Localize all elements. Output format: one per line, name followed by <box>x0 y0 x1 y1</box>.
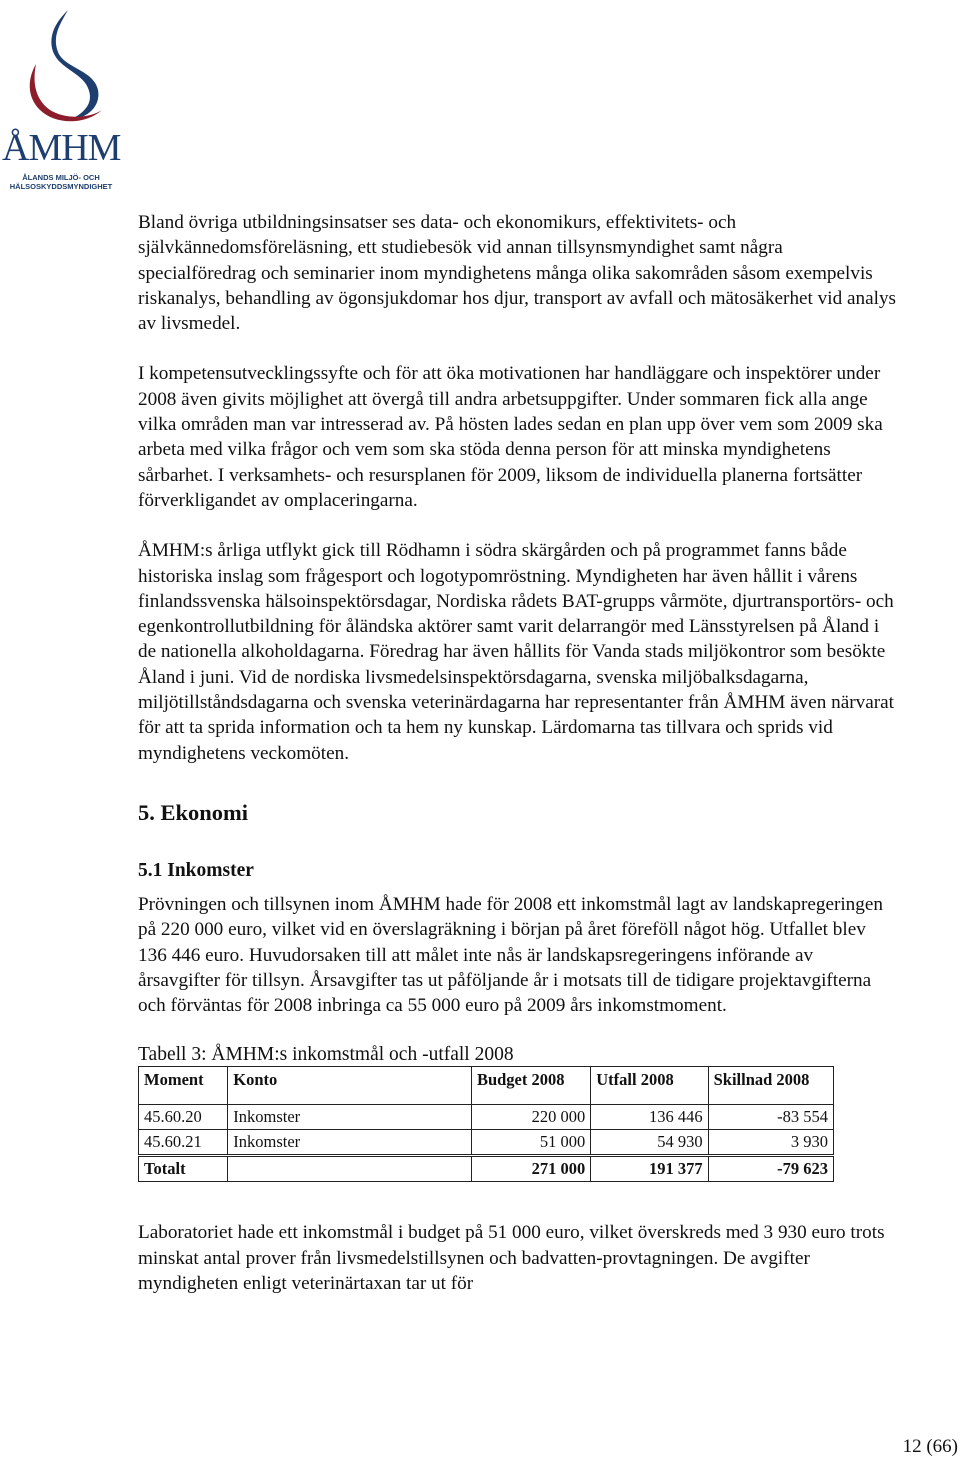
table-row <box>139 1130 834 1156</box>
cell-moment: 45.60.20 <box>139 1105 228 1130</box>
table-total-row <box>139 1156 834 1182</box>
section-heading-economy: 5. Ekonomi <box>138 799 249 825</box>
col-konto-header: Konto <box>228 1067 472 1105</box>
col-budget-header: Budget 2008 <box>471 1067 590 1105</box>
cell-utfall: 54 930 <box>591 1130 708 1156</box>
cell-total-budget: 271 000 <box>471 1156 590 1182</box>
paragraph-laboratory: Laboratoriet hade ett inkomstmål i budget på 51 000 euro, vilket överskreds med 3 930 euro trots minskat antal prover från livsmedelstillsynen och badvatten-provtagningen. De avgifter myndigheten enligt veterinärtaxan tar ut för <box>138 1222 885 1295</box>
paragraph-income: Prövningen och tillsynen inom ÅMHM hade för 2008 ett inkomstmål lagt av landskapregeringen på 220 000 euro, vilket vid en överslagräkning i början på året föreföll något hög. Utfallet blev 136 446 euro. Huvudorsaken till att målet inte nås är landskapsregeringens införande av årsavgifter för tillsyn. Årsavgifter tas ut påföljande år i motsats till de tidigare projektavgifterna och förväntas för 2008 inbringa ca 55 000 euro på 2009 års inkomstmoment. <box>138 893 883 1017</box>
cell-skillnad: 3 930 <box>708 1130 833 1156</box>
cell-moment: 45.60.21 <box>139 1130 228 1156</box>
income-table <box>138 1066 834 1182</box>
table-row <box>139 1105 834 1130</box>
cell-total-konto <box>228 1156 472 1182</box>
page-number: 12 (66) <box>902 1436 958 1457</box>
paragraph-excursion: ÅMHM:s årliga utflykt gick till Rödhamn i södra skärgården och på programmet fanns både historiska inslag som frågesport och logotypomröstning. Myndigheten har även hållit i vårens finlandssvenska hälsoinspektörsdagar, Nordiska rådets BAT-grupps vårmöte, djurtransportörs- och egenkontrollutbildning för åländska aktörer samt varit delarrangör med Länsstyrelsen på Åland i de nationella alkoholdagarna. Föredrag har även hållits för Vanda stads miljökontror som besökte Åland i juni. Vid de nordiska livsmedelsinspektörsdagarna, svenska miljöbalksdagarna, miljötillståndsdagarna och svenska veterinärdagarna har representanter från ÅMHM även närvarat för att ta sprida information och ta hem ny kunskap. Lärdomarna tas tillvara och sprids vid myndighetens veckomöten. <box>138 540 894 764</box>
cell-budget: 220 000 <box>471 1105 590 1130</box>
col-moment-header: Moment <box>139 1067 228 1105</box>
col-skillnad-header: Skillnad 2008 <box>708 1067 833 1105</box>
flame-swoosh-icon <box>2 6 120 131</box>
document-body <box>138 210 898 1321</box>
cell-skillnad: -83 554 <box>708 1105 833 1130</box>
cell-total-utfall: 191 377 <box>591 1156 708 1182</box>
cell-konto: Inkomster <box>228 1105 472 1130</box>
cell-utfall: 136 446 <box>591 1105 708 1130</box>
logo-wordmark: ÅMHM <box>2 127 121 169</box>
cell-konto: Inkomster <box>228 1130 472 1156</box>
paragraph-competence: I kompetensutvecklingssyfte och för att öka motivationen har handläggare och inspektörer under 2008 även givits möjlighet att övergå till andra arbetsuppgifter. Under sommaren fick alla ange vilka områden man var intresserad av. På hösten lades sedan en plan upp över vem som 2009 ska arbeta med vilka frågor och vem som ska stöda denna person för att minska myndighetens sårbarhet. I verksamhets- och resursplanen för 2009, liksom de individuella planerna fortsätter förverkligandet av omplaceringarna. <box>138 363 883 511</box>
cell-budget: 51 000 <box>471 1130 590 1156</box>
cell-total-label: Totalt <box>139 1156 228 1182</box>
logo-subtitle-line1: ÅLANDS MILJÖ- OCH <box>22 173 100 182</box>
paragraph-training: Bland övriga utbildningsinsatser ses data- och ekonomikurs, effektivitets- och självkännedomsföreläsning, ett studiebesök vid annan tillsynsmyndighet samt några specialföredrag och seminarier inom myndighetens många olika sakområden såsom exempelvis riskanalys, behandling av ögonsjukdomar hos djur, transport av avfall och mätosäkerhet vid analys av livsmedel. <box>138 212 897 335</box>
logo-subtitle-line2: HÄLSOSKYDDSMYNDIGHET <box>9 182 113 191</box>
subsection-heading-income: 5.1 Inkomster <box>138 859 254 881</box>
col-utfall-header: Utfall 2008 <box>591 1067 708 1105</box>
cell-total-skillnad: -79 623 <box>708 1156 833 1182</box>
agency-logo <box>2 6 120 194</box>
table-header-row <box>139 1067 834 1105</box>
table-caption: Tabell 3: ÅMHM:s inkomstmål och -utfall 2008 <box>138 1044 514 1066</box>
